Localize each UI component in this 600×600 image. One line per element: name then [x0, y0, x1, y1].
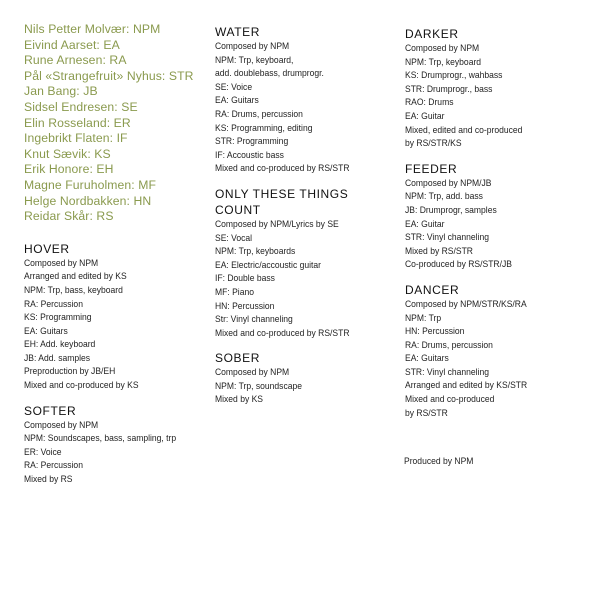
- credit-line: Mixed by RS: [24, 474, 73, 485]
- track-hover: [24, 241, 204, 393]
- track-title: WATER: [215, 25, 260, 39]
- credit-line: Composed by NPM/Lyrics by SE: [215, 218, 339, 229]
- credit-line: add. doublebass, drumprogr.: [215, 68, 324, 79]
- credit-line: EA: Guitars: [215, 95, 259, 106]
- musician-entry: Erik Honore: EH: [24, 162, 114, 177]
- credit-line: Mixed and co-produced by RS/STR: [215, 327, 350, 338]
- credit-line: STR: Programming: [215, 136, 289, 147]
- credit-line: EA: Guitar: [405, 218, 445, 229]
- track-only-these-things-count: [215, 186, 395, 340]
- credit-line: Mixed, edited and co-produced: [405, 124, 523, 135]
- musician-entry: Magne Furuholmen: MF: [24, 177, 157, 192]
- credit-line: NPM: Trp, bass, keyboard: [24, 284, 123, 295]
- credit-line: ER: Voice: [24, 446, 62, 457]
- credit-line: EA: Guitar: [405, 110, 445, 121]
- track-water: [215, 24, 395, 176]
- credit-line: Composed by NPM: [24, 257, 99, 268]
- credit-line: Composed by NPM/STR/KS/RA: [405, 298, 527, 309]
- credit-line: NPM: Trp: [405, 312, 442, 323]
- credit-line: EA: Guitars: [405, 353, 449, 364]
- credit-line: EA: Guitars: [24, 325, 68, 336]
- credit-line: Mixed and co-produced: [405, 394, 495, 405]
- column-middle: [215, 24, 395, 417]
- credit-line: HN: Percussion: [405, 326, 465, 337]
- credit-line: Composed by NPM/JB: [405, 177, 492, 188]
- credit-line: NPM: Soundscapes, bass, sampling, trp: [24, 433, 177, 444]
- musician-entry: Pål «Strangefruit» Nyhus: STR: [24, 68, 194, 83]
- credit-line: Arranged and edited by KS: [24, 271, 127, 282]
- credit-line: Co-produced by RS/STR/JB: [405, 259, 512, 270]
- credit-line: Mixed by RS/STR: [405, 245, 473, 256]
- credit-line: KS: Programming: [24, 312, 92, 323]
- track-list-middle: [215, 24, 395, 407]
- musician-entry: Elin Rosseland: ER: [24, 115, 131, 130]
- produced-by-credit: Produced by NPM: [404, 456, 474, 466]
- credit-line: IF: Double bass: [215, 273, 275, 284]
- credit-line: by RS/STR: [405, 407, 448, 418]
- credit-line: Str: Vinyl channeling: [215, 314, 293, 325]
- credit-line: EH: Add. keyboard: [24, 339, 96, 350]
- credit-line: STR: Vinyl channeling: [405, 366, 490, 377]
- track-feeder: [405, 161, 595, 272]
- musician-list: [24, 22, 204, 225]
- track-darker: [405, 26, 595, 151]
- credit-line: STR: Drumprogr., bass: [405, 83, 493, 94]
- credit-line: Composed by NPM: [24, 419, 99, 430]
- credit-line: MF: Piano: [215, 286, 254, 297]
- credit-line: Mixed and co-produced by KS: [24, 380, 139, 391]
- credit-line: by RS/STR/KS: [405, 138, 462, 149]
- musician-entry: Ingebrikt Flaten: IF: [24, 131, 128, 146]
- musician-entry: Helge Nordbakken: HN: [24, 193, 152, 208]
- musician-entry: Jan Bang: JB: [24, 84, 98, 99]
- credit-line: HN: Percussion: [215, 300, 275, 311]
- credit-line: RA: Percussion: [24, 460, 83, 471]
- musician-entry: Eivind Aarset: EA: [24, 37, 120, 52]
- credit-line: NPM: Trp, keyboards: [215, 246, 296, 257]
- track-title: DARKER: [405, 27, 459, 41]
- column-left: [24, 22, 204, 497]
- musician-entry: Knut Sævik: KS: [24, 146, 111, 161]
- credit-line: SE: Vocal: [215, 232, 253, 243]
- credit-line: KS: Drumprogr., wahbass: [405, 70, 503, 81]
- credit-line: Mixed and co-produced by RS/STR: [215, 163, 350, 174]
- credit-line: Arranged and edited by KS/STR: [405, 380, 528, 391]
- credit-line: Preproduction by JB/EH: [24, 366, 116, 377]
- column-right: [405, 26, 595, 430]
- credit-line: RA: Drums, percussion: [405, 339, 493, 350]
- track-softer: [24, 403, 204, 487]
- musician-entry: Reidar Skår: RS: [24, 209, 114, 224]
- credit-line: NPM: Trp, add. bass: [405, 191, 483, 202]
- credit-line: RA: Percussion: [24, 298, 83, 309]
- credit-line: NPM: Trp, soundscape: [215, 380, 302, 391]
- track-title: SOFTER: [24, 403, 77, 418]
- track-title: SOBER: [215, 351, 261, 366]
- credit-line: NPM: Trp, keyboard,: [215, 54, 294, 65]
- track-sober: [215, 350, 395, 407]
- credit-line: RA: Drums, percussion: [215, 108, 303, 119]
- credit-line: Composed by NPM: [405, 43, 480, 53]
- track-title: FEEDER: [405, 161, 458, 176]
- credit-line: EA: Electric/accoustic guitar: [215, 259, 322, 270]
- credit-line: KS: Programming, editing: [215, 122, 313, 133]
- track-list-right: [405, 26, 595, 420]
- credit-line: NPM: Trp, keyboard: [405, 56, 482, 67]
- credit-line: JB: Drumprogr, samples: [405, 204, 497, 215]
- credit-line: JB: Add. samples: [24, 352, 91, 363]
- track-list-left: [24, 241, 204, 487]
- credit-line: IF: Accoustic bass: [215, 149, 284, 160]
- credit-line: Composed by NPM: [215, 41, 290, 51]
- track-title: DANCER: [405, 282, 460, 297]
- credit-line: Composed by NPM: [215, 367, 290, 378]
- credit-line: STR: Vinyl channeling: [405, 232, 490, 243]
- track-dancer: [405, 282, 595, 420]
- track-title: ONLY THESE THINGS COUNT: [215, 186, 349, 217]
- musician-entry: Rune Arnesen: RA: [24, 53, 127, 68]
- musician-entry: Nils Petter Molvær: NPM: [24, 22, 161, 36]
- credit-line: Mixed by KS: [215, 394, 264, 405]
- musician-entry: Sidsel Endresen: SE: [24, 99, 138, 114]
- credit-line: RAO: Drums: [405, 97, 454, 108]
- track-title: HOVER: [24, 241, 70, 256]
- credit-line: SE: Voice: [215, 81, 253, 92]
